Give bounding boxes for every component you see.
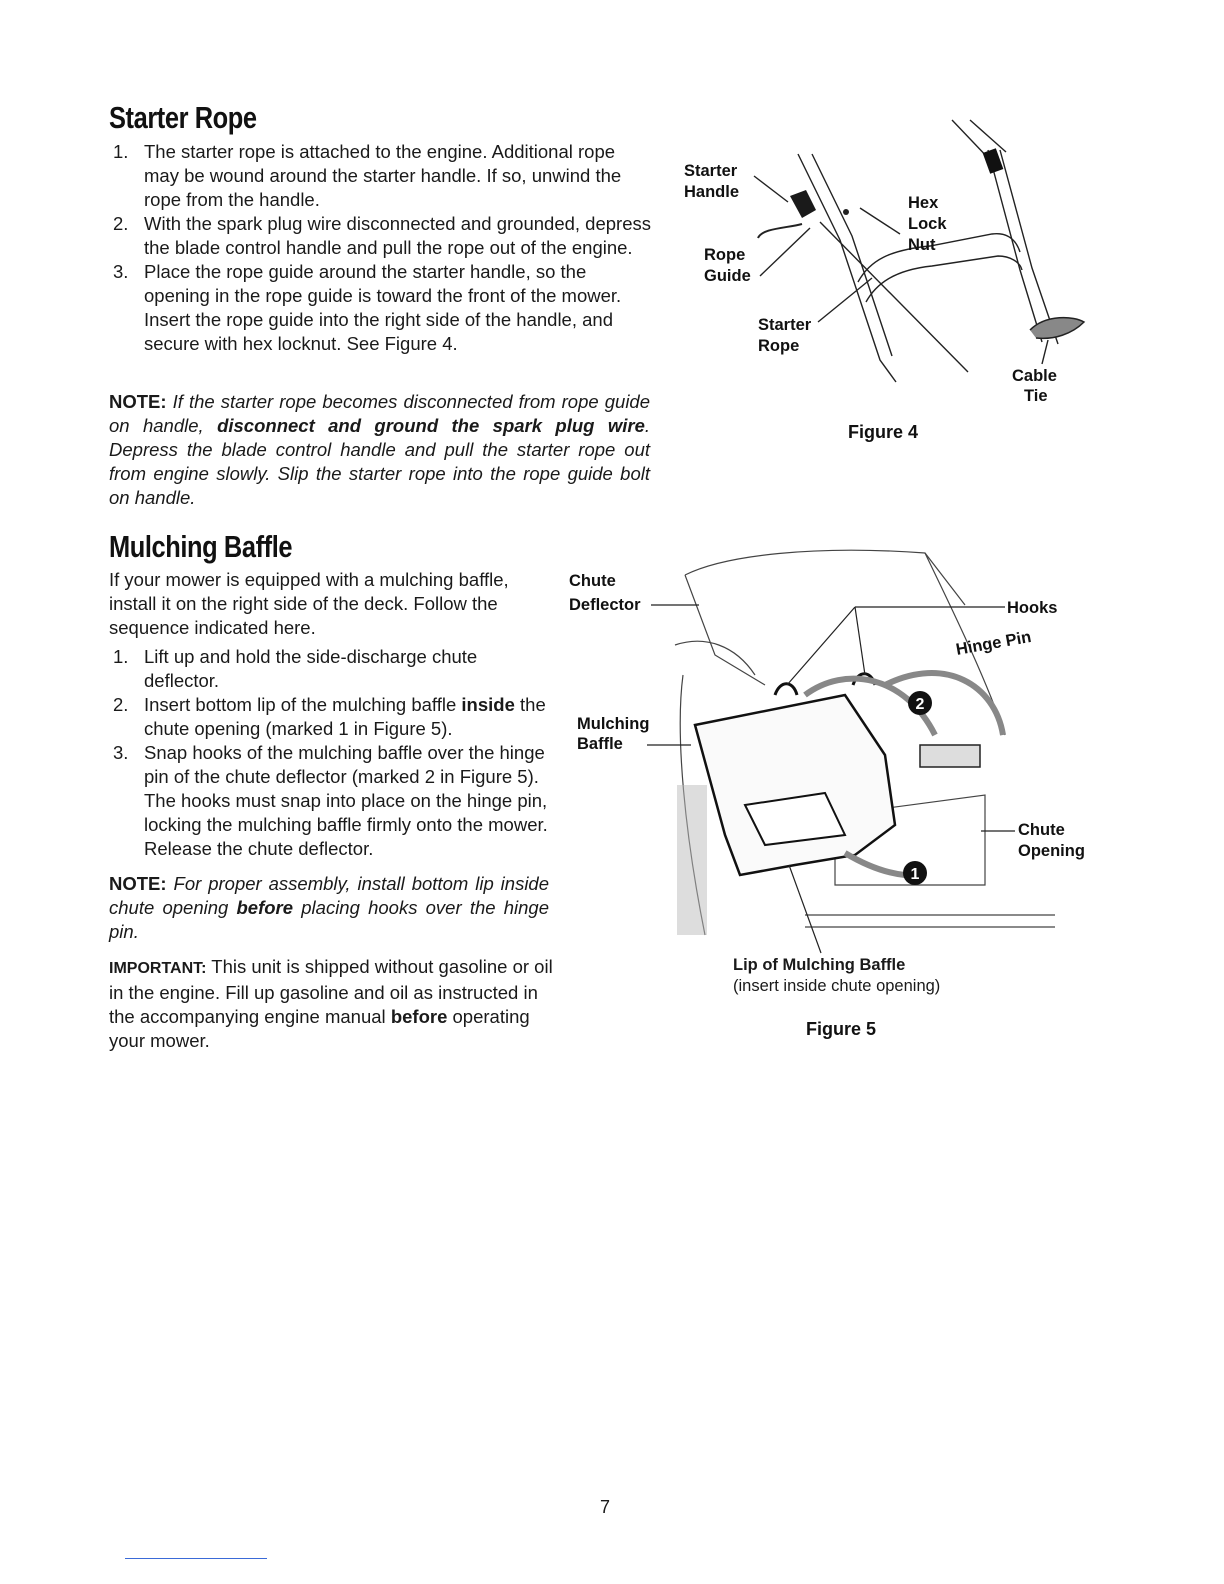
mulching-baffle-body (695, 695, 895, 875)
rope-guide-hook (758, 224, 802, 238)
leader-lip (789, 865, 821, 953)
right-upright-2 (1000, 150, 1058, 344)
label-starter-rope: Starter (758, 316, 812, 334)
label-hex: Hex (908, 194, 939, 212)
list-item: 2. With the spark plug wire disconnected and grounded, depress the blade control handle and pull the rope out of the engine. (113, 213, 651, 258)
label-opening: Opening (1018, 842, 1085, 860)
arrow-1 (845, 853, 905, 875)
figure-4-illustration (670, 110, 1110, 420)
leader-hex-nut (860, 208, 900, 234)
list-item: 3. Snap hooks of the mulching baffle over the hinge pin of the chute deflector (marked 2 in Figure 5). The hooks must snap into place on the hinge pin, locking the mulching baffle firmly onto the mower. Release the chute deflector. (113, 742, 548, 859)
handle-top-line-2 (970, 120, 1006, 152)
cross-bar-bottom (866, 256, 1022, 302)
marker-1: 1 (910, 866, 920, 883)
label-rope-guide-2: Guide (704, 267, 751, 285)
label-rope-guide: Rope (704, 246, 746, 264)
mulching-baffle-note: NOTE: For proper assembly, install bottom lip inside chute opening before placing hooks over the hinge pin. (109, 873, 550, 942)
important-label: IMPORTANT: (109, 960, 207, 977)
leader-hooks-a (787, 607, 855, 685)
label-chute-2: Chute (1018, 821, 1065, 839)
lip-subtitle: (insert inside chute opening) (733, 977, 941, 995)
mulching-baffle-steps (109, 645, 549, 861)
label-starter-handle: Starter (684, 162, 738, 180)
label-lock: Lock (908, 215, 947, 233)
leader-rope-guide (760, 228, 810, 276)
mulching-baffle-intro: If your mower is equipped with a mulching baffle, install it on the right side of the deck. Follow the sequence indicated here. (109, 569, 509, 638)
starter-rope-note: NOTE: If the starter rope becomes disconnected from rope guide on handle, disconnect and ground the spark plug wire. Depress the blade control handle and pull the starter rope out from engine slowly. Slip the starter rope into the rope guide bolt on handle. (109, 391, 651, 508)
starter-rope-heading: Starter Rope (109, 100, 257, 135)
list-item: 1. The starter rope is attached to the engine. Additional rope may be wound around the starter handle. If so, unwind the rope from the handle. (113, 141, 622, 210)
hook-left (775, 684, 797, 695)
label-hooks: Hooks (1007, 599, 1058, 617)
list-item: 1. Lift up and hold the side-discharge chute deflector. (113, 646, 478, 691)
leader-starter-handle (754, 176, 788, 202)
figure-4-caption: Figure 4 (848, 422, 919, 442)
label-nut: Nut (908, 236, 936, 254)
right-upright (988, 150, 1042, 342)
hinge-spring (920, 745, 980, 767)
label-mulching: Mulching (577, 715, 650, 733)
label-baffle: Baffle (577, 735, 623, 753)
list-item: 3. Place the rope guide around the starter handle, so the opening in the rope guide is toward the front of the mower. Insert the rope guide into the right side of the handle, and secure with hex locknut. See Figure 4. (113, 261, 622, 354)
starter-handle-grip (790, 190, 816, 218)
label-starter-handle-2: Handle (684, 183, 740, 201)
hex-nut-dot (843, 209, 849, 215)
chute-deflector-left (685, 575, 765, 685)
label-hinge-pin: Hinge Pin (954, 627, 1033, 659)
figure-5-caption: Figure 5 (806, 1019, 877, 1039)
page-number: 7 (600, 1497, 611, 1517)
figure-5-illustration (565, 535, 1105, 1015)
footer-rule (125, 1558, 267, 1559)
important-paragraph: IMPORTANT: This unit is shipped without gasoline or oil in the engine. Fill up gasoline and oil as instructed in the accompanying engine manual before operating your mower. (109, 956, 553, 1051)
leader-hooks-b (855, 607, 865, 675)
leader-cable-tie (1042, 340, 1048, 364)
lip-title: Lip of Mulching Baffle (733, 956, 906, 974)
deck-curve (675, 641, 755, 675)
cross-bar-top (858, 234, 1020, 282)
marker-2: 2 (915, 696, 925, 713)
list-item: 2. Insert bottom lip of the mulching baffle inside the chute opening (marked 1 in Figure 5). (113, 694, 546, 739)
mulching-baffle-heading: Mulching Baffle (109, 529, 293, 564)
label-chute: Chute (569, 572, 616, 590)
leader-starter-rope (818, 278, 872, 322)
label-cable: Cable (1012, 367, 1057, 385)
starter-rope-line (820, 222, 968, 372)
cable-tie-shape (1030, 318, 1084, 339)
starter-rope-steps (109, 140, 654, 356)
label-deflector: Deflector (569, 596, 641, 614)
label-tie: Tie (1024, 387, 1048, 405)
label-starter-rope-2: Rope (758, 337, 800, 355)
left-tube-outer (798, 154, 896, 382)
chute-deflector-top (685, 550, 965, 605)
wheel-tread (677, 785, 707, 935)
